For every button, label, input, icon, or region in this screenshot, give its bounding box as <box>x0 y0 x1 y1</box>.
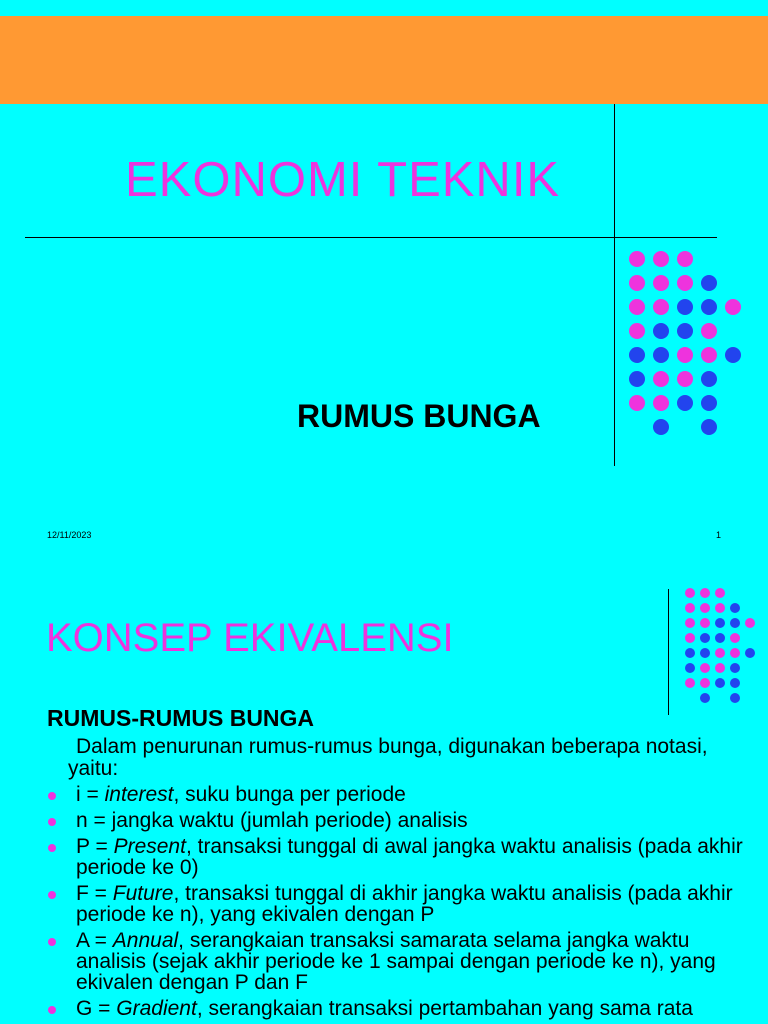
bullet-icon <box>48 891 56 899</box>
dot-decoration <box>700 678 710 688</box>
list-item: F = Future, transaksi tunggal di akhir jangka waktu analisis (pada akhir periode ke n), yang ekivalen dengan P <box>46 883 758 925</box>
list-item: G = Gradient, serangkaian transaksi pertambahan yang sama rata <box>46 998 758 1019</box>
dot-decoration <box>677 395 693 411</box>
vertical-divider <box>614 104 615 466</box>
dot-decoration <box>725 299 741 315</box>
dot-decoration <box>730 678 740 688</box>
vertical-divider-2 <box>668 589 669 715</box>
dot-decoration <box>730 693 740 703</box>
dot-decoration <box>700 663 710 673</box>
dot-decoration <box>653 371 669 387</box>
dot-decoration <box>653 347 669 363</box>
dot-decoration <box>685 648 695 658</box>
bullet-icon <box>48 938 56 946</box>
dot-decoration <box>700 603 710 613</box>
dot-decoration <box>700 633 710 643</box>
intro-paragraph: Dalam penurunan rumus-rumus bunga, digunakan beberapa notasi, yaitu: <box>68 735 708 780</box>
dot-decoration <box>653 275 669 291</box>
dot-decoration <box>653 323 669 339</box>
dot-decoration <box>677 371 693 387</box>
dot-decoration <box>653 251 669 267</box>
dot-decoration <box>701 371 717 387</box>
slide-date: 12/11/2023 <box>47 530 92 540</box>
dot-decoration <box>700 693 710 703</box>
dot-decoration <box>715 633 725 643</box>
dot-decoration <box>677 323 693 339</box>
section-subheading: RUMUS-RUMUS BUNGA <box>47 705 315 731</box>
dot-decoration <box>629 347 645 363</box>
top-strip <box>0 0 768 16</box>
dot-decoration <box>700 588 710 598</box>
list-item: n = jangka waktu (jumlah periode) analisis <box>46 810 758 831</box>
page-number: 1 <box>716 530 722 540</box>
slide-title: EKONOMI TEKNIK <box>125 153 561 207</box>
dot-decoration <box>745 618 755 628</box>
dot-decoration <box>677 275 693 291</box>
dot-decoration <box>685 678 695 688</box>
dot-decoration <box>715 663 725 673</box>
dot-decoration <box>685 603 695 613</box>
dot-decoration <box>685 663 695 673</box>
dot-decoration <box>629 371 645 387</box>
dot-decoration <box>701 275 717 291</box>
dot-decoration <box>700 648 710 658</box>
dot-decoration <box>701 299 717 315</box>
dot-decoration <box>653 419 669 435</box>
dot-decoration <box>730 633 740 643</box>
dot-decoration <box>629 299 645 315</box>
dot-decoration <box>730 603 740 613</box>
list-item: P = Present, transaksi tunggal di awal jangka waktu analisis (pada akhir periode ke 0) <box>46 836 758 878</box>
bullet-icon <box>48 844 56 852</box>
list-item: A = Annual, serangkaian transaksi samarata selama jangka waktu analisis (sejak akhir periode ke 1 sampai dengan periode ke n), yang ekivalen dengan P dan F <box>46 930 758 993</box>
dot-decoration <box>677 299 693 315</box>
dot-decoration <box>653 299 669 315</box>
dot-decoration <box>685 633 695 643</box>
dot-decoration <box>715 648 725 658</box>
dot-decoration <box>730 648 740 658</box>
horizontal-divider <box>25 237 717 238</box>
dot-decoration <box>629 395 645 411</box>
slide-subtitle: RUMUS BUNGA <box>297 398 541 434</box>
dot-decoration <box>685 618 695 628</box>
dot-decoration <box>730 663 740 673</box>
dot-decoration <box>677 347 693 363</box>
dot-decoration <box>653 395 669 411</box>
dot-decoration <box>715 618 725 628</box>
bullet-icon <box>48 792 56 800</box>
dot-decoration <box>725 347 741 363</box>
dot-decoration <box>715 678 725 688</box>
dot-decoration <box>715 588 725 598</box>
orange-header-band <box>0 16 768 104</box>
dot-decoration <box>701 419 717 435</box>
dot-decoration <box>701 395 717 411</box>
dot-decoration <box>701 323 717 339</box>
dot-decoration <box>629 275 645 291</box>
dot-decoration <box>677 251 693 267</box>
section-heading: KONSEP EKIVALENSI <box>46 616 454 660</box>
dot-decoration <box>745 648 755 658</box>
dot-decoration <box>715 603 725 613</box>
dot-decoration <box>629 251 645 267</box>
bullet-icon <box>48 1006 56 1014</box>
notation-list <box>46 784 758 1024</box>
dot-decoration <box>629 323 645 339</box>
list-item: i = interest, suku bunga per periode <box>46 784 758 805</box>
dot-decoration <box>730 618 740 628</box>
dot-decoration <box>700 618 710 628</box>
dot-decoration <box>701 347 717 363</box>
dot-decoration <box>685 588 695 598</box>
bullet-icon <box>48 818 56 826</box>
